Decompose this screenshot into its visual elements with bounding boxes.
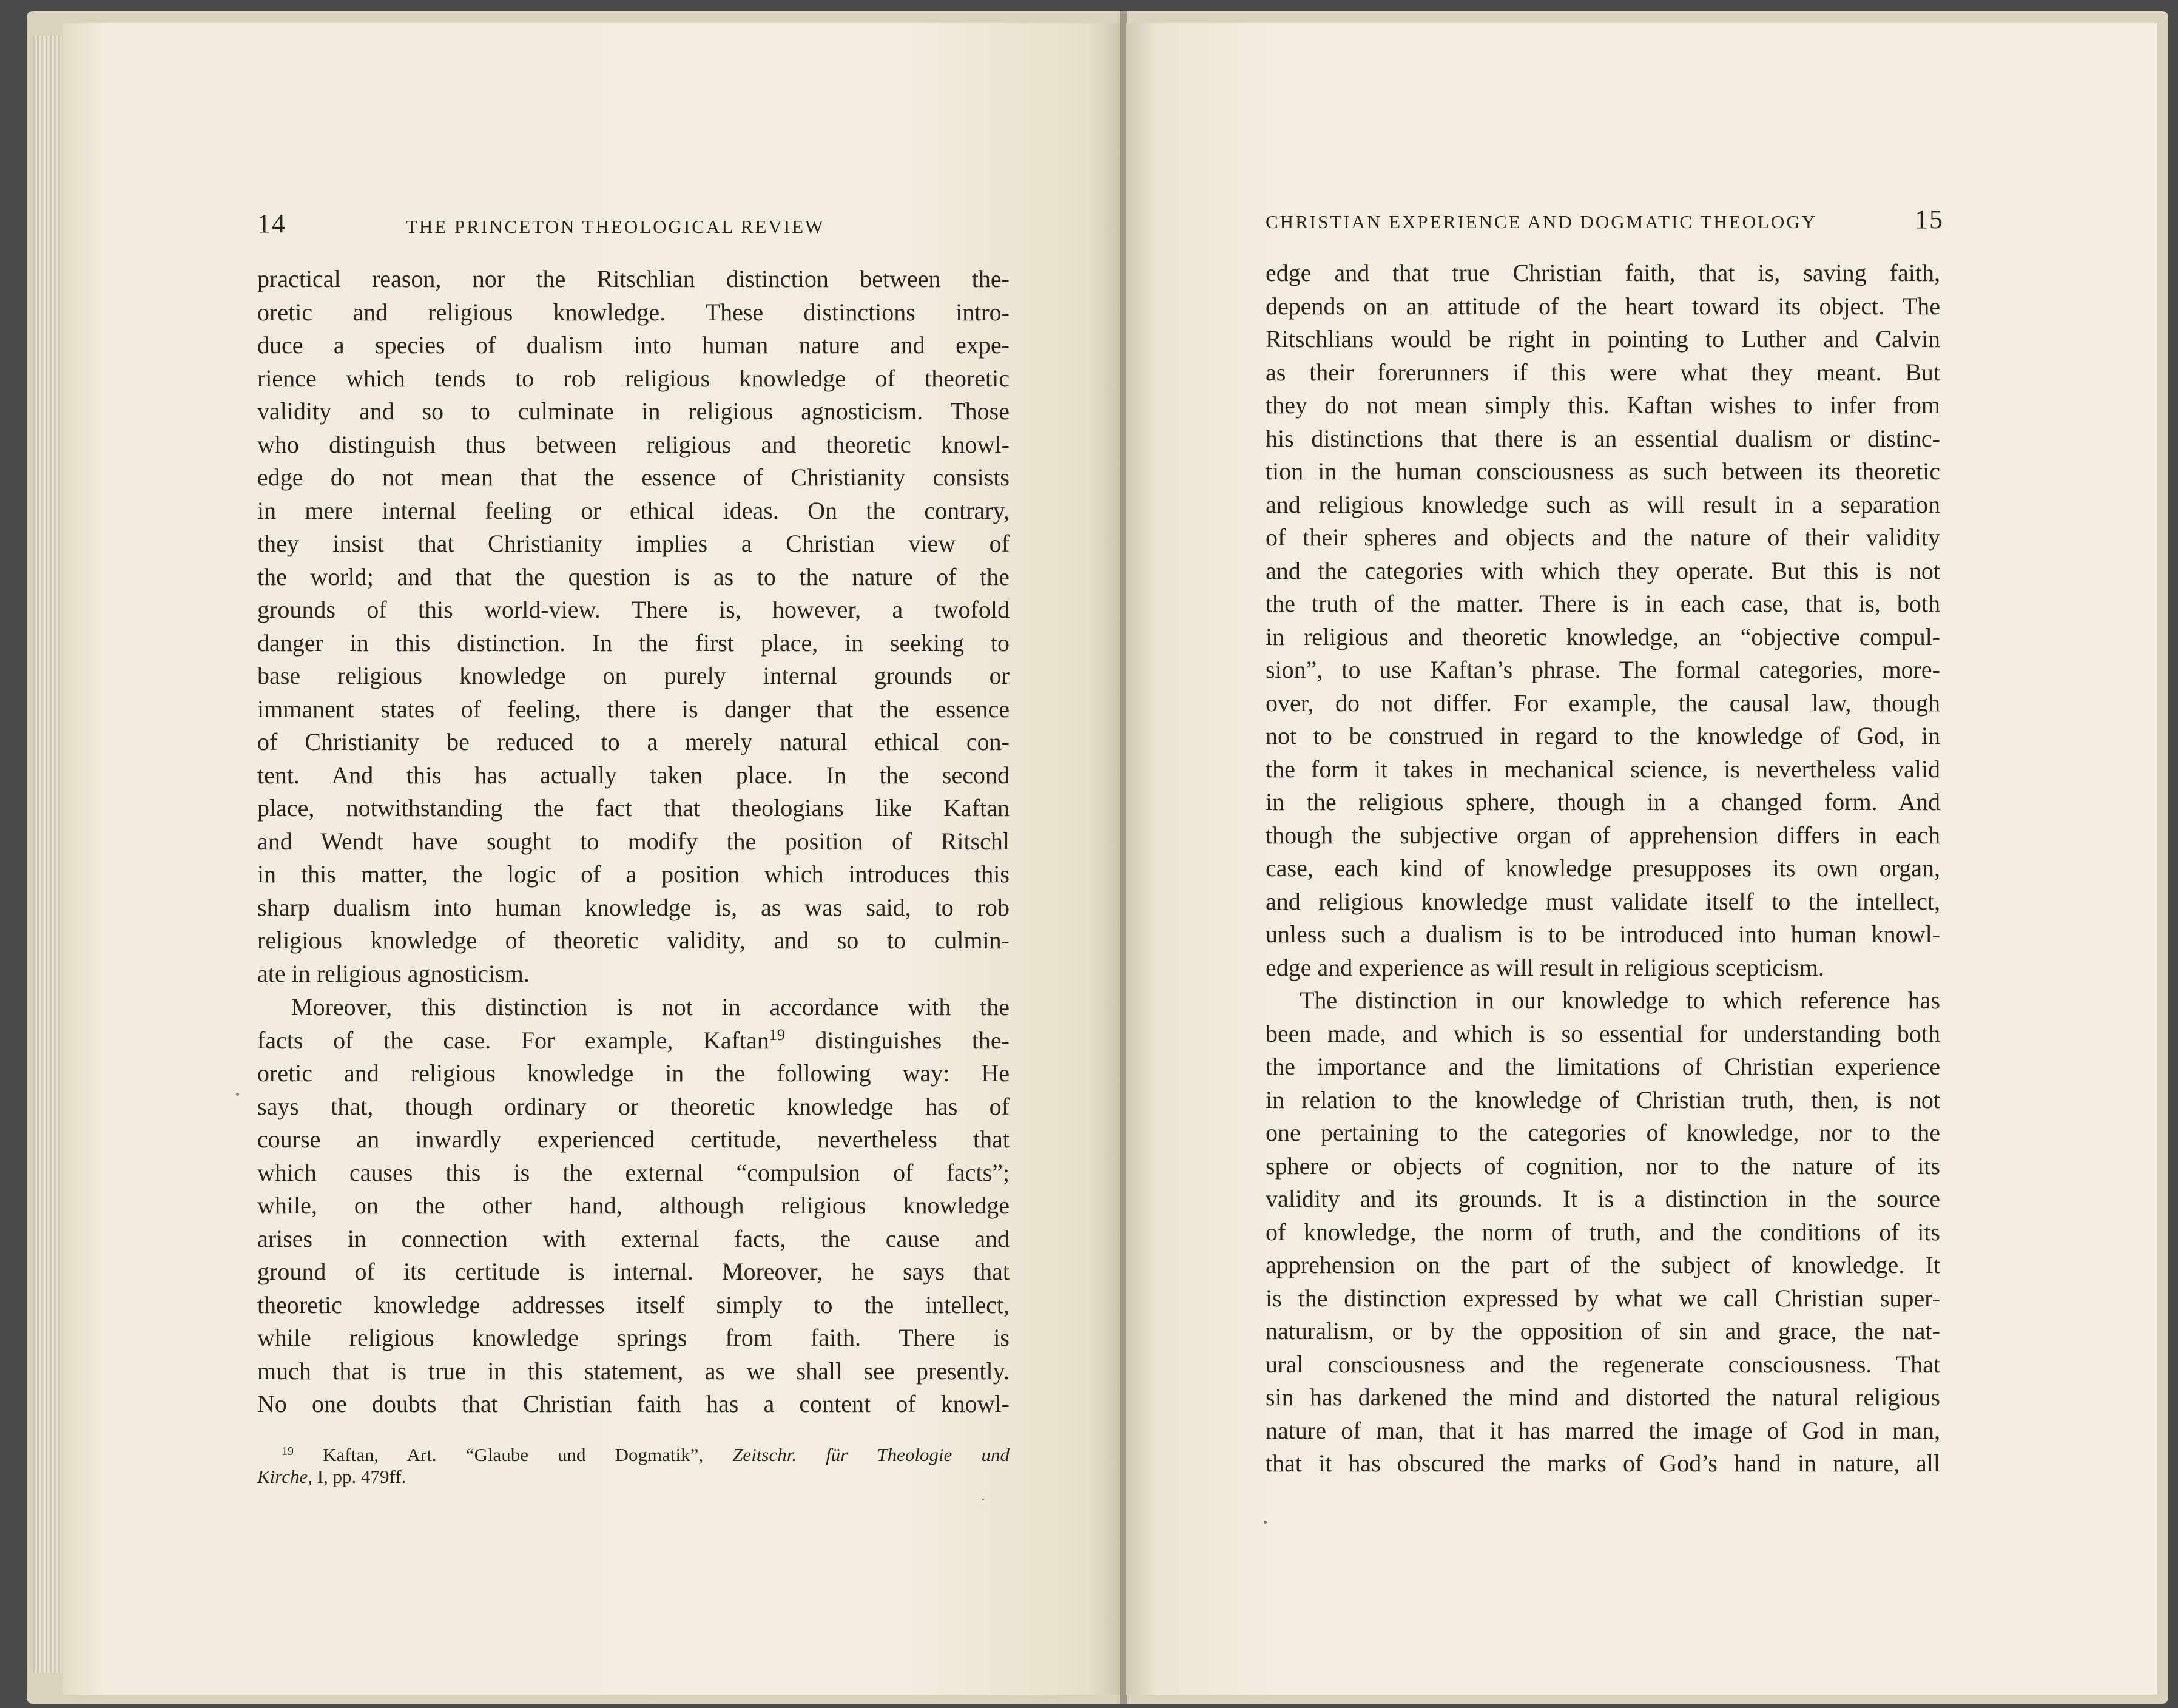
text-line: they do not mean simply this. Kaftan wishes to infer from — [1266, 391, 1940, 419]
text-line: ural consciousness and the regenerate consciousness. That — [1266, 1350, 1940, 1378]
text-line: of their spheres and objects and the nature of their validity — [1266, 524, 1940, 551]
left-running-head: THE PRINCETON THEOLOGICAL REVIEW — [406, 216, 825, 237]
text-line: they insist that Christianity implies a Christian view of — [257, 530, 1010, 557]
text-line: in the religious sphere, though in a changed form. And — [1266, 788, 1940, 815]
paper-speck — [236, 1093, 239, 1096]
left-paragraph-1 — [257, 263, 1010, 990]
text-line: naturalism, or by the opposition of sin and grace, the nat- — [1266, 1317, 1940, 1345]
text-line: sin has darkened the mind and distorted the natural religious — [1266, 1383, 1940, 1411]
text-line: that it has obscured the marks of God’s hand in nature, all — [1266, 1450, 1940, 1477]
text-line: been made, and which is so essential for understanding both — [1266, 1019, 1940, 1047]
text-line: in religious and theoretic knowledge, an “objective compul- — [1266, 623, 1940, 650]
right-paragraph-2 — [1266, 984, 1940, 1480]
text-line: one pertaining to the categories of knowledge, nor to the — [1266, 1119, 1940, 1146]
text-line: though the subjective organ of apprehension differs in each — [1266, 821, 1940, 849]
text-line: oretic and religious knowledge. These distinctions intro- — [257, 298, 1010, 326]
text-line: oretic and religious knowledge in the following way: He — [257, 1059, 1010, 1087]
open-book — [27, 11, 2168, 1704]
text-line: No one doubts that Christian faith has a content of knowl- — [257, 1390, 1010, 1417]
text-line: in mere internal feeling or ethical ideas. On the contrary, — [257, 496, 1010, 524]
footnote — [257, 1444, 1010, 1488]
text-span: distinguishes the- — [784, 1026, 1010, 1054]
right-paragraph-1 — [1266, 257, 1940, 984]
text-line: who distinguish thus between religious and theoretic knowl- — [257, 430, 1010, 458]
text-line: the truth of the matter. There is in each case, that is, both — [1266, 590, 1940, 617]
text-line: Ritschlians would be right in pointing to Luther and Calvin — [1266, 325, 1940, 353]
text-line: is the distinction expressed by what we call Christian super- — [1266, 1284, 1940, 1312]
left-page-number: 14 — [257, 209, 286, 238]
text-line: base religious knowledge on purely internal grounds or — [257, 662, 1010, 689]
text-line: arises in connection with external facts, the cause and — [257, 1224, 1010, 1252]
text-line: rience which tends to rob religious knowledge of theoretic — [257, 364, 1010, 392]
text-line: course an inwardly experienced certitude, nevertheless that — [257, 1126, 1010, 1153]
text-line: says that, though ordinary or theoretic knowledge has of — [257, 1092, 1010, 1120]
text-line: tion in the human consciousness as such between its theoretic — [1266, 457, 1940, 485]
page-edges — [33, 35, 62, 1673]
text-line: the world; and that the question is as to the nature of the — [257, 562, 1010, 590]
footnote-line — [257, 1466, 1010, 1488]
text-span: Kirche, — [257, 1466, 312, 1487]
text-line: sharp dualism into human knowledge is, as was said, to rob — [257, 893, 1010, 921]
text-line: edge and that true Christian faith, that is, saving faith, — [1266, 259, 1940, 286]
text-line: tent. And this has actually taken place. In the second — [257, 761, 1010, 789]
text-line: sion”, to use Kaftan’s phrase. The formal categories, more- — [1266, 656, 1940, 683]
text-line: ate in religious agnosticism. — [257, 959, 530, 987]
text-line: case, each kind of knowledge presupposes its own organ, — [1266, 854, 1940, 882]
text-span: facts of the case. For example, Kaftan — [257, 1026, 769, 1054]
text-line: duce a species of dualism into human nature and expe- — [257, 331, 1010, 359]
text-span: I, pp. 479ff. — [317, 1466, 406, 1487]
text-span: Zeitschr. für Theologie und — [732, 1444, 1010, 1465]
text-line: and the categories with which they operate. But this is not — [1266, 556, 1940, 584]
text-line: over, do not differ. For example, the causal law, though — [1266, 689, 1940, 717]
text-line: the form it takes in mechanical science, is nevertheless valid — [1266, 755, 1940, 783]
left-paragraph-2 — [257, 991, 1010, 1421]
left-paragraph-2-lines — [257, 1057, 1010, 1421]
paper-speck — [982, 1499, 984, 1500]
text-line: in this matter, the logic of a position which introduces this — [257, 860, 1010, 888]
text-line: unless such a dualism is to be introduced into human knowl- — [1266, 920, 1940, 948]
right-running-head: CHRISTIAN EXPERIENCE AND DOGMATIC THEOLOGY — [1266, 211, 1818, 232]
paper-speck — [1264, 1521, 1267, 1524]
right-page-number: 15 — [1915, 204, 1944, 234]
text-line: practical reason, nor the Ritschlian distinction between the- — [257, 265, 1010, 292]
footnote-line — [257, 1444, 1010, 1466]
right-page — [1126, 23, 2157, 1695]
text-line: which causes this is the external “compulsion of facts”; — [257, 1158, 1010, 1186]
text-line: edge do not mean that the essence of Christianity consists — [257, 464, 1010, 491]
text-line: nature of man, that it has marred the image of God in man, — [1266, 1416, 1940, 1444]
text-line: validity and so to culminate in religious agnosticism. Those — [257, 397, 1010, 425]
text-line: ground of its certitude is internal. Moreover, he says that — [257, 1258, 1010, 1285]
text-line: depends on an attitude of the heart toward its object. The — [1266, 292, 1940, 320]
left-page — [63, 23, 1120, 1695]
footnote-reference: 19 — [769, 1025, 785, 1044]
text-line: The distinction in our knowledge to which reference has — [1300, 987, 1940, 1014]
text-line: religious knowledge of theoretic validity, and so to culmin- — [257, 927, 1010, 954]
text-line: and religious knowledge must validate itself to the intellect, — [1266, 887, 1940, 915]
text-line: immanent states of feeling, there is danger that the essence — [257, 695, 1010, 723]
text-line — [257, 1024, 1010, 1058]
text-line: validity and its grounds. It is a distinction in the source — [1266, 1185, 1940, 1212]
text-line: and religious knowledge such as will result in a separation — [1266, 490, 1940, 518]
text-line: while religious knowledge springs from faith. There is — [257, 1324, 1010, 1351]
text-line: and Wendt have sought to modify the position of Ritschl — [257, 827, 1010, 855]
text-line: edge and experience as will result in religious scepticism. — [1266, 953, 1824, 981]
text-line: place, notwithstanding the fact that theologians like Kaftan — [257, 794, 1010, 822]
text-line: of Christianity be reduced to a merely natural ethical con- — [257, 728, 1010, 755]
text-line: not to be construed in regard to the knowledge of God, in — [1266, 722, 1940, 749]
text-line: much that is true in this statement, as we shall see presently. — [257, 1357, 1010, 1385]
text-line: as their forerunners if this were what they meant. But — [1266, 358, 1940, 386]
text-line: his distinctions that there is an essential dualism or distinc- — [1266, 424, 1940, 452]
text-line: Moreover, this distinction is not in accordance with the — [291, 993, 1010, 1021]
text-line: apprehension on the part of the subject of knowledge. It — [1266, 1251, 1940, 1278]
text-line: in relation to the knowledge of Christian truth, then, is not — [1266, 1085, 1940, 1113]
text-line: while, on the other hand, although religious knowledge — [257, 1192, 1010, 1219]
footnote-mark: 19 — [282, 1445, 294, 1458]
text-span: Kaftan, Art. “Glaube und Dogmatik”, — [323, 1444, 704, 1465]
text-line: grounds of this world-view. There is, however, a twofold — [257, 596, 1010, 623]
text-line: of knowledge, the norm of truth, and the conditions of its — [1266, 1218, 1940, 1246]
text-line: danger in this distinction. In the first place, in seeking to — [257, 629, 1010, 657]
text-line: theoretic knowledge addresses itself simply to the intellect, — [257, 1291, 1010, 1318]
text-line: the importance and the limitations of Christian experience — [1266, 1053, 1940, 1080]
text-line: sphere or objects of cognition, nor to the nature of its — [1266, 1152, 1940, 1180]
